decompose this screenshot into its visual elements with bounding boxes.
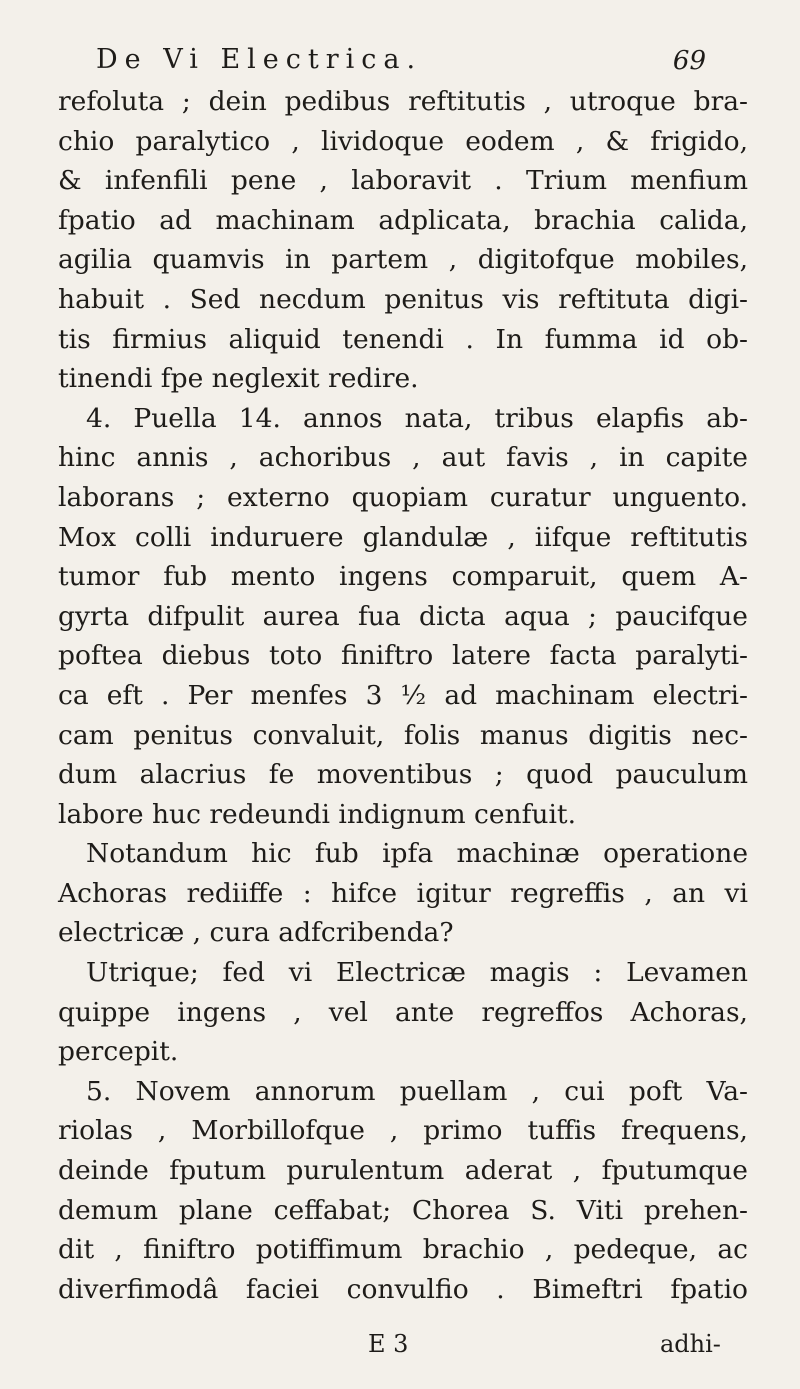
page-footer: [58, 1330, 748, 1370]
text-line: labore huc redeundi indignum cenfuit.: [58, 798, 577, 830]
text-line: deinde fputum purulentum aderat , fputumque: [58, 1155, 748, 1187]
text-line: agilia quamvis in partem , digitofque mobiles,: [58, 244, 748, 276]
text-line: tis firmius aliquid tenendi . In fumma id ob-: [58, 323, 748, 355]
text-line: 4. Puella 14. annos nata, tribus elapfis ab-: [86, 402, 748, 434]
text-line: electricæ , cura adfcribenda?: [58, 917, 454, 949]
text-line: demum plane ceffabat; Chorea S. Viti prehen-: [58, 1194, 748, 1226]
text-line: cam penitus convaluit, folis manus digitis nec-: [58, 719, 748, 751]
text-line: poftea diebus toto finiftro latere facta paralyti-: [58, 640, 748, 672]
text-line: dum alacrius fe moventibus ; quod pauculum: [58, 759, 748, 791]
text-line: gyrta difpulit aurea fua dicta aqua ; paucifque: [58, 600, 748, 632]
text-line: hinc annis , achoribus , aut favis , in capite: [58, 442, 748, 474]
text-line: quippe ingens , vel ante regreffos Achoras,: [58, 996, 748, 1028]
text-line: refoluta ; dein pedibus reftitutis , utroque bra-: [58, 86, 748, 117]
text-line: Mox colli induruere glandulæ , iifque reftitutis: [58, 521, 748, 553]
running-title: De Vi Electrica.: [96, 44, 423, 75]
text-line: Utrique; fed vi Electricæ magis : Levamen: [86, 957, 748, 989]
signature-mark: E 3: [368, 1330, 409, 1358]
text-line: Achoras rediiffe : hifce igitur regreffis , an vi: [58, 877, 748, 909]
text-line: riolas , Morbillofque , primo tuffis frequens,: [58, 1115, 748, 1147]
text-line: dit , finiftro potiffimum brachio , pedeque, ac: [58, 1234, 748, 1266]
text-line: habuit . Sed necdum penitus vis reftituta digi-: [58, 283, 748, 315]
text-line: tinendi fpe neglexit redire.: [58, 363, 419, 395]
text-line: fpatio ad machinam adplicata, brachia calida,: [58, 204, 748, 236]
text-line: tumor fub mento ingens comparuit, quem A-: [58, 561, 748, 593]
running-head: [96, 44, 706, 84]
text-line: Notandum hic fub ipfa machinæ operatione: [86, 838, 748, 870]
text-line: diverfimodâ faciei convulfio . Bimeftri fpatio: [58, 1273, 748, 1305]
text-line: laborans ; externo quopiam curatur unguento.: [58, 481, 748, 513]
page-number: 69: [672, 46, 706, 76]
text-line: percepit.: [58, 1036, 179, 1068]
text-line: & infenfili pene , laboravit . Trium menfium: [58, 165, 748, 197]
text-line: chio paralytico , lividoque eodem , & frigido,: [58, 125, 748, 157]
catchword: adhi-: [660, 1330, 721, 1358]
text-line: 5. Novem annorum puellam , cui poft Va-: [86, 1075, 748, 1107]
text-line: ca eft . Per menfes 3 ½ ad machinam electri-: [58, 679, 748, 711]
body-text: [58, 82, 748, 1309]
